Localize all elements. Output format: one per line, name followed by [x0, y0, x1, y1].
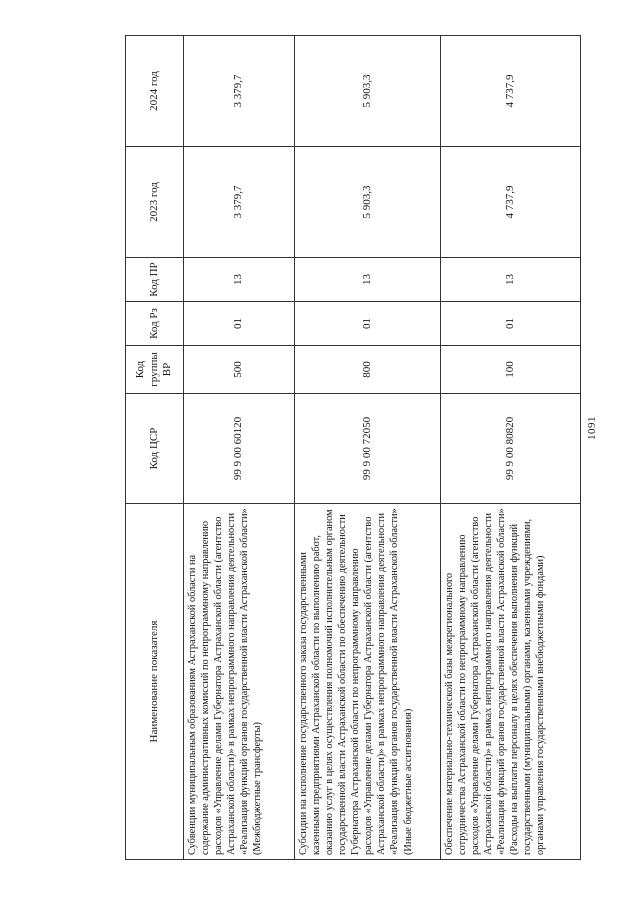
row-2023: 3 379,7 — [184, 147, 295, 258]
row-vr: 100 — [441, 346, 581, 394]
row-csr: 99 9 00 72050 — [295, 394, 441, 504]
row-rz: 01 — [441, 302, 581, 346]
table-row — [184, 36, 295, 860]
row-pr: 13 — [441, 258, 581, 302]
table-header-row — [126, 36, 184, 860]
row-2024: 4 737,9 — [441, 36, 581, 147]
row-csr: 99 9 00 80820 — [441, 394, 581, 504]
row-2023: 5 903,3 — [295, 147, 441, 258]
table-row — [441, 36, 581, 860]
row-2024: 5 903,3 — [295, 36, 441, 147]
header-2024: 2024 год — [126, 36, 184, 147]
row-2024: 3 379,7 — [184, 36, 295, 147]
row-rz: 01 — [295, 302, 441, 346]
budget-table — [125, 35, 581, 860]
header-csr: Код ЦСР — [126, 394, 184, 504]
page-number: 1091 — [586, 416, 598, 440]
header-pr: Код ПР — [126, 258, 184, 302]
rotated-page-content — [125, 36, 580, 860]
row-name: Субвенции муниципальным образованиям Астраханской области на содержание административных комиссий по непрограммному направлению расходов «Управление делами Губернатора Астраханской области (агентство Астраханской области)» в рамках непрограммного направления деятельности «Реализация функций органов государственной власти Астраханской области» (Межбюджетные трансферты) — [184, 504, 295, 860]
row-vr: 500 — [184, 346, 295, 394]
row-name: Обеспечение материально-технической базы межрегионального сотрудничества Астраханской области по непрограммному направлению расходов «Управление делами Губернатора Астраханской области (агентство Астраханской области)» в рамках непрограммного направления деятельности «Реализация функций органов государственной власти Астраханской области» (Расходы на выплаты персоналу в целях обеспечения выполнения функций государственными (муниципальными) органами, казенными учреждениями, органами управления государственными внебюджетными фондами) — [441, 504, 581, 860]
row-vr: 800 — [295, 346, 441, 394]
row-pr: 13 — [184, 258, 295, 302]
header-2023: 2023 год — [126, 147, 184, 258]
header-name: Наименование показателя — [126, 504, 184, 860]
row-name: Субсидии на исполнение государственного заказа государственными казенными предприятиями Астраханской области по выполнению работ, оказанию услуг в целях осуществления полномочий исполнительным органом государственной власти Астраханской области по обеспечению деятельности Губернатора Астраханской области по непрограммному направлению расходов «Управление делами Губернатора Астраханской области (агентство Астраханской области)» в рамках непрограммного направления деятельности «Реализация функций органов государственной власти Астраханской области» (Иные бюджетные ассигнования) — [295, 504, 441, 860]
row-csr: 99 9 00 60120 — [184, 394, 295, 504]
row-2023: 4 737,9 — [441, 147, 581, 258]
row-rz: 01 — [184, 302, 295, 346]
table-row — [295, 36, 441, 860]
row-pr: 13 — [295, 258, 441, 302]
header-vr: Код группы ВР — [126, 346, 184, 394]
header-rz: Код Рз — [126, 302, 184, 346]
